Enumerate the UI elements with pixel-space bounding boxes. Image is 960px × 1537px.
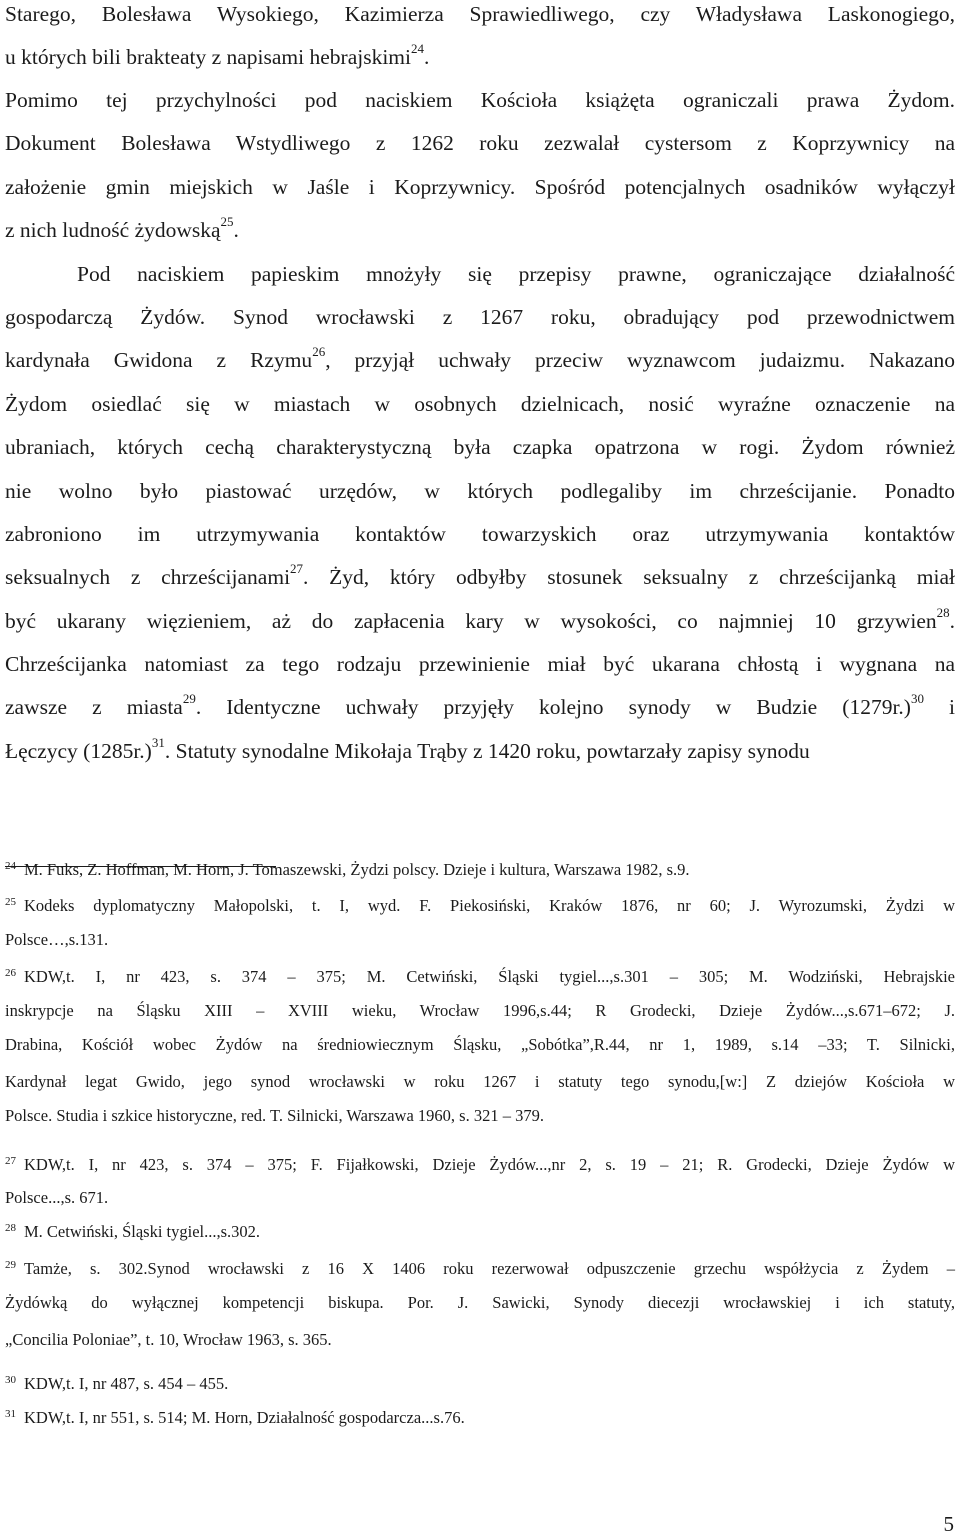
footnote-number: 29 — [5, 1259, 16, 1271]
line-text-after: . Identyczne uchwały przyjęły kolejno synody w Budzie (1279r.) — [195, 695, 911, 719]
body-line — [77, 261, 955, 287]
footnote-line — [5, 1330, 955, 1350]
footnote-ref: 31 — [151, 734, 165, 750]
footnote-text: KDW,t. I, nr 423, s. 374 – 375; M. Cetwiński, Śląski tygiel...,s.301 – 305; M. Wodziński, Hebrajskie — [24, 967, 955, 986]
footnote-text: Kodeks dyplomatyczny Małopolski, t. I, wyd. F. Piekosiński, Kraków 1876, nr 60; J. Wyrozumski, Żydzi w — [24, 896, 955, 915]
footnote-text: Kardynał legat Gwido, jego synod wrocławski w roku 1267 i statuty tego synodu,[w:] Z dziejów Kościoła w — [5, 1072, 955, 1091]
footnote-ref: 28 — [936, 604, 950, 620]
line-text-after: . Żyd, który odbyłby stosunek seksualny z chrześcijanką miał — [303, 565, 955, 589]
body-line — [5, 651, 955, 677]
body-line — [5, 521, 955, 547]
footnote-line — [5, 1035, 955, 1055]
line-text-after: . — [949, 609, 955, 633]
line-text: z nich ludność żydowską — [5, 218, 221, 242]
line-text: seksualnych z chrześcijanami — [5, 565, 291, 589]
line-text: być ukarany więzieniem, aż do zapłacenia kary w wysokości, co najmniej 10 grzywien — [5, 609, 937, 633]
line-text: Starego, Bolesława Wysokiego, Kazimierza Sprawiedliwego, czy Władysława Laskonogiego, — [5, 2, 955, 26]
footnote-text: Tamże, s. 302.Synod wrocławski z 16 X 1406 roku rezerwował odpuszczenie grzechu współżycia z Żydem – — [24, 1259, 955, 1278]
footnote-text: inskrypcje na Śląsku XIII – XVIII wieku, Wrocław 1996,s.44; R Grodecki, Dzieje Żydów...,s.671–672; J. — [5, 1001, 955, 1020]
body-line — [5, 734, 955, 764]
footnote-text: Polsce. Studia i szkice historyczne, red. T. Silnicki, Warszawa 1960, s. 321 – 379. — [5, 1106, 544, 1125]
footnote-text: KDW,t. I, nr 487, s. 454 – 455. — [24, 1374, 229, 1393]
footnote-line — [5, 1072, 955, 1092]
footnote-line — [5, 1155, 955, 1177]
line-text: nie wolno było piastować urzędów, w których podlegaliby im chrześcijanie. Ponadto — [5, 479, 955, 503]
line-text: Dokument Bolesława Wstydliwego z 1262 roku zezwalał cystersom z Koprzywnicy na — [5, 131, 955, 155]
line-text-after: , przyjął uchwały przeciw wyznawcom judaizmu. Nakazano — [325, 348, 955, 372]
line-text: Łęczycy (1285r.) — [5, 739, 152, 763]
line-text: Żydom osiedlać się w miastach w osobnych dzielnicach, nosić wyraźne oznaczenie na — [5, 392, 955, 416]
body-line — [5, 40, 955, 70]
footnote-text: Żydówką do wyłącznej kompetencji biskupa. Por. J. Sawicki, Synody diecezji wrocławskiej i ich statuty, — [5, 1293, 955, 1312]
footnote-text: „Concilia Poloniae”, t. 10, Wrocław 1963, s. 365. — [5, 1330, 332, 1349]
body-line — [5, 690, 955, 720]
footnote-line — [5, 967, 955, 989]
footnote-line — [5, 930, 955, 950]
footnote-text: Drabina, Kościół wobec Żydów na średniowiecznym Śląsku, „Sobótka”,R.44, nr 1, 1989, s.14 –33; T. Silnicki, — [5, 1035, 955, 1054]
body-line — [5, 434, 955, 460]
body-line — [5, 87, 955, 113]
body-line — [5, 391, 955, 417]
footnote-line — [5, 896, 955, 918]
footnote-line — [5, 860, 955, 882]
footnote-text: M. Fuks, Z. Hoffman, M. Horn, J. Tomaszewski, Żydzi polscy. Dzieje i kultura, Warszawa 1982, s.9. — [24, 860, 690, 879]
body-line — [5, 478, 955, 504]
body-line — [5, 1, 955, 27]
footnote-text: M. Cetwiński, Śląski tygiel...,s.302. — [24, 1222, 261, 1241]
footnote-line — [5, 1188, 955, 1208]
line-text: kardynała Gwidona z Rzymu — [5, 348, 313, 372]
line-text: ubraniach, których cechą charakterystyczną była czapka opatrzona w rogi. Żydom również — [5, 435, 955, 459]
footnote-ref: 30 — [910, 690, 924, 706]
footnote-ref: 25 — [220, 213, 234, 229]
line-text: u których bili brakteaty z napisami hebrajskimi — [5, 45, 412, 69]
footnote-text: Polsce…,s.131. — [5, 930, 109, 949]
footnote-number: 26 — [5, 967, 16, 979]
body-line — [5, 304, 955, 330]
footnote-line — [5, 1374, 955, 1396]
footnote-line — [5, 1106, 955, 1126]
body-line — [5, 174, 955, 200]
line-text: Chrześcijanka natomiast za tego rodzaju przewinienie miał być ukarana chłostą i wygnana na — [5, 652, 955, 676]
footnote-ref: 29 — [182, 690, 196, 706]
body-line — [5, 213, 955, 243]
footnote-ref: 26 — [312, 343, 326, 359]
line-text: zabroniono im utrzymywania kontaktów towarzyskich oraz utrzymywania kontaktów — [5, 522, 955, 546]
page-number: 5 — [943, 1512, 954, 1536]
footnote-line — [5, 1408, 955, 1430]
footnote-line — [5, 1001, 955, 1021]
footnote-line — [5, 1293, 955, 1313]
footnote-text: KDW,t. I, nr 423, s. 374 – 375; F. Fijałkowski, Dzieje Żydów...,nr 2, s. 19 – 21; R. Grodecki, Dzieje Żydów w — [24, 1155, 955, 1174]
line-text: założenie gmin miejskich w Jaśle i Koprzywnicy. Spośród potencjalnych osadników wyłączył — [5, 175, 955, 199]
body-line — [5, 343, 955, 373]
line-text-after: . — [233, 218, 239, 242]
footnote-text: Polsce...,s. 671. — [5, 1188, 109, 1207]
body-line — [5, 560, 955, 590]
body-line — [5, 130, 955, 156]
line-text: gospodarczą Żydów. Synod wrocławski z 1267 roku, obradujący pod przewodnictwem — [5, 305, 955, 329]
footnote-line — [5, 1222, 955, 1244]
footnote-ref: 27 — [290, 560, 304, 576]
body-line — [5, 604, 955, 634]
footnote-line — [5, 1259, 955, 1281]
line-text: zawsze z miasta — [5, 695, 183, 719]
footnote-number: 30 — [5, 1374, 16, 1386]
footnote-number: 25 — [5, 896, 16, 908]
footnote-ref: 24 — [411, 40, 425, 56]
footnote-number: 27 — [5, 1155, 16, 1167]
line-text: Pod naciskiem papieskim mnożyły się przepisy prawne, ograniczające działalność — [77, 262, 955, 286]
line-text-after: . — [424, 45, 430, 69]
line-text: Pomimo tej przychylności pod naciskiem Kościoła książęta ograniczali prawa Żydom. — [5, 88, 955, 112]
line-text-after: i — [923, 695, 955, 719]
footnote-number: 28 — [5, 1222, 16, 1234]
footnote-text: KDW,t. I, nr 551, s. 514; M. Horn, Działalność gospodarcza...s.76. — [24, 1408, 465, 1427]
footnote-number: 31 — [5, 1408, 16, 1420]
line-text-after: . Statuty synodalne Mikołaja Trąby z 1420 roku, powtarzały zapisy synodu — [164, 739, 810, 763]
footnote-number: 24 — [5, 860, 16, 872]
